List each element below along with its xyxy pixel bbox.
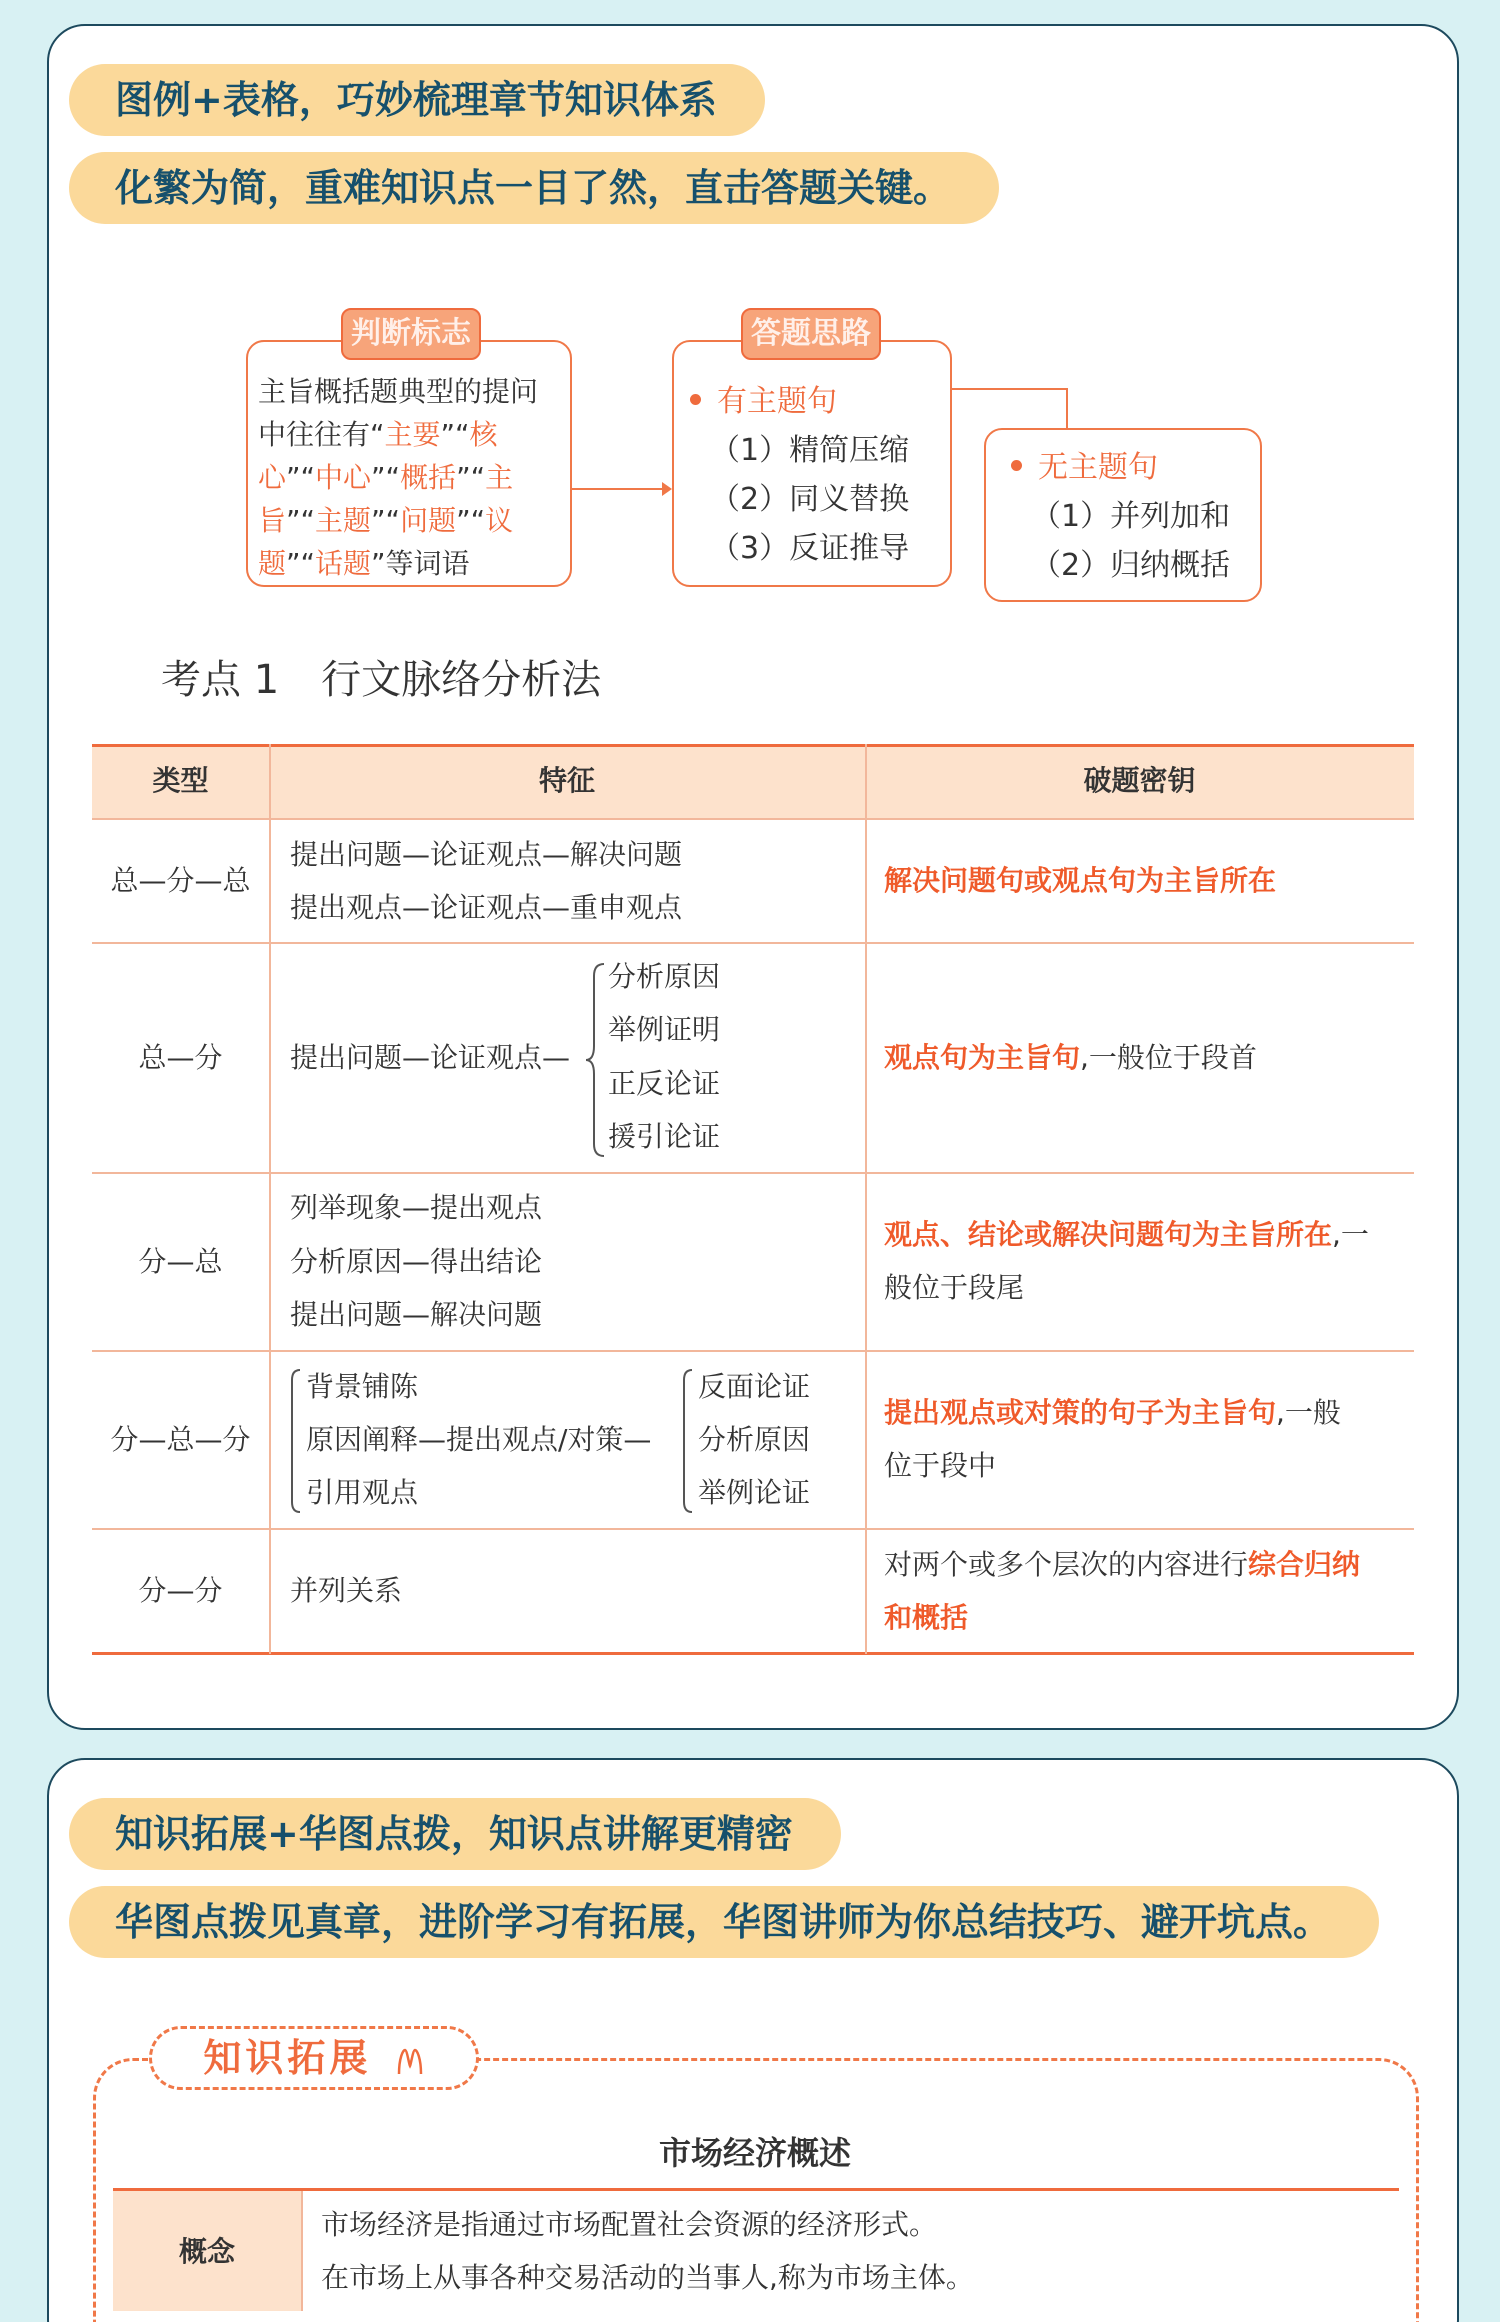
section-title <box>161 648 601 705</box>
flow-box2-item: （1）精简压缩 <box>710 433 910 468</box>
table-title: 市场经济概述 <box>658 2134 851 2172</box>
table-rule <box>92 818 1414 820</box>
flow-box1-text <box>258 370 568 585</box>
banner-2: 化繁为简，重难知识点一目了然，直击答题关键。 <box>69 152 999 224</box>
bullet-dot-icon <box>1011 460 1022 471</box>
flow-box2-item: （2）同义替换 <box>710 482 910 517</box>
row-feature-left: 背景铺陈 <box>306 1370 419 1403</box>
row-type: 分—总—分 <box>110 1423 251 1456</box>
row-feature-main: 提出问题—论证观点— <box>290 1041 571 1074</box>
flow-box1-line1: 主旨概括题典型的提问 <box>258 375 539 408</box>
row-key-cont: 和概括 <box>884 1601 969 1634</box>
flow-arrow-right-icon <box>572 476 672 502</box>
table-rule <box>92 1528 1414 1530</box>
table-rule <box>92 1172 1414 1174</box>
row-type: 总—分 <box>138 1041 223 1074</box>
row-feature-right: 反面论证 <box>698 1370 811 1403</box>
row-feature-line: 提出问题—论证观点—解决问题 <box>290 838 683 871</box>
bracket-left-icon <box>288 1368 302 1514</box>
banner-4: 华图点拨见真章，进阶学习有拓展，华图讲师为你总结技巧、避开坑点。 <box>69 1886 1379 1958</box>
row-key: 提出观点或对策的句子为主旨句,一般 <box>884 1396 1341 1429</box>
bracket-left-icon <box>680 1368 694 1514</box>
table-bottom-rule <box>92 1652 1414 1655</box>
row-key: 观点句为主旨句,一般位于段首 <box>884 1041 1257 1074</box>
bullet-dot-icon <box>690 394 701 405</box>
row-key-cont: 般位于段尾 <box>884 1271 1025 1304</box>
sprout-icon <box>395 2044 425 2078</box>
flow-tag-approach: 答题思路 <box>741 308 881 360</box>
row-type: 分—分 <box>138 1574 223 1607</box>
table-col-divider <box>301 2191 303 2311</box>
flow-box3-head: 无主题句 <box>1011 446 1230 489</box>
flow-box2-item: （3）反证推导 <box>710 531 910 566</box>
banner-3: 知识拓展+华图点拨，知识点讲解更精密 <box>69 1798 841 1870</box>
row-type: 分—总 <box>138 1245 223 1278</box>
row-key: 对两个或多个层次的内容进行综合归纳 <box>884 1548 1361 1581</box>
row-label-concept: 概念 <box>178 2235 235 2268</box>
row-feature-sub: 分析原因 <box>608 960 721 993</box>
row-key-cont: 位于段中 <box>884 1449 997 1482</box>
knowledge-card-2 <box>47 1758 1459 2322</box>
analysis-table <box>92 744 1414 1656</box>
row-feature-left: 原因阐释—提出观点/对策— <box>306 1423 652 1456</box>
table-col-divider <box>269 744 271 1654</box>
col-header-feature: 特征 <box>538 764 595 797</box>
row-feature-line: 列举现象—提出观点 <box>290 1191 543 1224</box>
banner-1: 图例+表格，巧妙梳理章节知识体系 <box>69 64 765 136</box>
row-key: 观点、结论或解决问题句为主旨所在,一 <box>884 1218 1369 1251</box>
table-top-rule <box>92 744 1414 747</box>
flow-box3-item: （1）并列加和 <box>1031 499 1231 534</box>
section-number: 考点 1 <box>161 657 280 703</box>
row-feature-sub: 举例证明 <box>608 1013 721 1046</box>
row-feature-left: 引用观点 <box>306 1476 419 1509</box>
section-name: 行文脉络分析法 <box>321 657 602 703</box>
flow-box1-line4: 旨”“主题”“问题”“议 <box>258 504 514 537</box>
row-feature-right: 举例论证 <box>698 1476 811 1509</box>
table-rule <box>92 942 1414 944</box>
flow-box1-line2: 中往往有“主要”“核 <box>258 418 498 451</box>
col-header-type: 类型 <box>152 764 209 797</box>
row-feature-line: 并列关系 <box>290 1574 403 1607</box>
row-concept-text <box>321 2198 974 2304</box>
row-feature-right: 分析原因 <box>698 1423 811 1456</box>
flow-box3-text <box>1011 446 1230 587</box>
col-header-key: 破题密钥 <box>1083 764 1196 797</box>
table-top-rule <box>113 2188 1399 2191</box>
knowledge-expand-tag <box>149 2026 479 2090</box>
row-feature-line: 分析原因—得出结论 <box>290 1245 543 1278</box>
knowledge-expand-label: 知识拓展 <box>203 2036 372 2080</box>
row-feature-line: 提出问题—解决问题 <box>290 1298 543 1331</box>
flow-tag-judgement: 判断标志 <box>341 308 481 360</box>
table-rule <box>92 1350 1414 1352</box>
flow-box3-item: （2）归纳概括 <box>1031 548 1231 583</box>
flow-box1-line5: 题”“话题”等词语 <box>258 547 470 580</box>
row-type: 总—分—总 <box>110 864 251 897</box>
flow-box2-text <box>690 380 909 570</box>
flow-box1-line3: 心”“中心”“概括”“主 <box>258 461 514 494</box>
table-col-divider <box>865 744 867 1654</box>
row-feature-sub: 正反论证 <box>608 1067 721 1100</box>
brace-icon <box>584 962 606 1158</box>
concept-line: 在市场上从事各种交易活动的当事人,称为市场主体。 <box>321 2261 974 2294</box>
row-key: 解决问题句或观点句为主旨所在 <box>884 864 1277 897</box>
row-feature-line: 提出观点—论证观点—重申观点 <box>290 891 683 924</box>
row-feature-sub: 援引论证 <box>608 1120 721 1153</box>
flow-box2-head: 有主题句 <box>690 380 909 423</box>
concept-line: 市场经济是指通过市场配置社会资源的经济形式。 <box>321 2208 938 2241</box>
